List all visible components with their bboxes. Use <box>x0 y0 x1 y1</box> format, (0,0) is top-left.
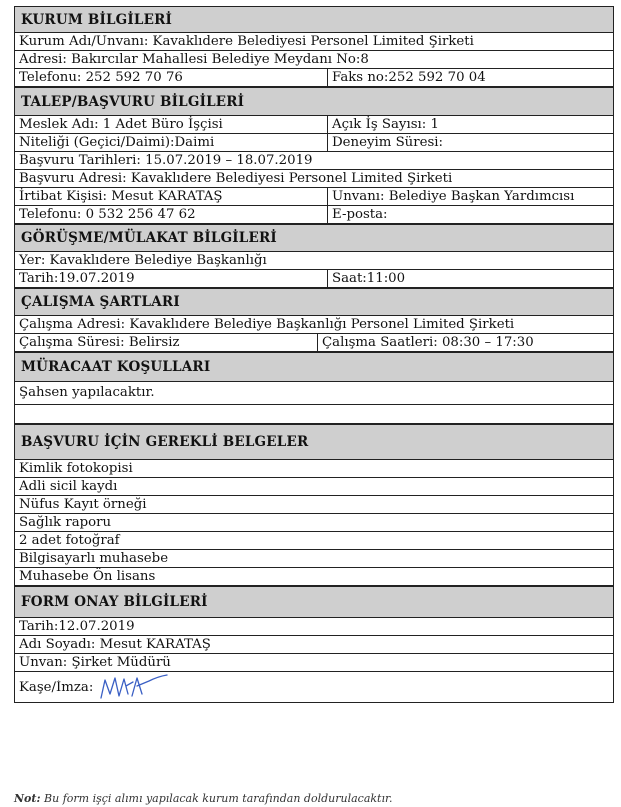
section-header-belgeler <box>15 424 613 460</box>
section-title: BAŞVURU İÇİN GEREKLİ BELGELER <box>21 434 309 450</box>
form-row <box>15 206 613 224</box>
kurum-telefon: Telefonu: 252 592 70 76 <box>15 69 328 86</box>
belge-item: Kimlik fotokopisi <box>19 461 133 476</box>
list-item <box>15 478 613 496</box>
onay-adi-soyadi: Adı Soyadı: Mesut KARATAŞ <box>19 637 211 652</box>
form-row <box>15 334 613 352</box>
kurum-faks: Faks no:252 592 70 04 <box>332 70 486 85</box>
section-header-talep <box>15 87 613 116</box>
section-title: TALEP/BAŞVURU BİLGİLERİ <box>21 93 245 110</box>
belge-item: Muhasebe Ön lisans <box>19 569 156 584</box>
form-row <box>15 252 613 270</box>
empty-row <box>15 405 613 424</box>
form-row <box>15 382 613 405</box>
irtibat-kisisi: İrtibat Kişisi: Mesut KARATAŞ <box>15 188 328 205</box>
calisma-suresi: Çalışma Süresi: Belirsiz <box>15 334 318 351</box>
belge-item: Bilgisayarlı muhasebe <box>19 551 169 566</box>
gorusme-tarihi: Tarih:19.07.2019 <box>15 270 328 287</box>
section-header-gorusme <box>15 224 613 252</box>
form-row <box>15 51 613 69</box>
basvuru-adresi: Başvuru Adresi: Kavaklıdere Belediyesi Personel Limited Şirketi <box>19 171 453 186</box>
note-text: Bu form işçi alımı yapılacak kurum tarafından doldurulacaktır. <box>44 792 393 805</box>
list-item <box>15 460 613 478</box>
form-row <box>15 636 613 654</box>
list-item <box>15 496 613 514</box>
form-row <box>15 654 613 672</box>
signature-icon <box>97 672 169 702</box>
belge-item: Adli sicil kaydı <box>19 479 118 494</box>
belge-item: Nüfus Kayıt örneği <box>19 497 147 512</box>
form-row <box>15 69 613 87</box>
basvuru-tarihleri: Başvuru Tarihleri: 15.07.2019 – 18.07.2019 <box>19 153 313 168</box>
section-title: MÜRACAAT KOŞULLARI <box>21 359 211 375</box>
irtibat-unvani: Unvanı: Belediye Başkan Yardımcısı <box>332 189 575 204</box>
deneyim-suresi: Deneyim Süresi: <box>332 135 444 150</box>
section-title: ÇALIŞMA ŞARTLARI <box>21 294 180 310</box>
kase-imza-label: Kaşe/İmza: <box>19 679 94 695</box>
form-row <box>15 152 613 170</box>
section-header-muracaat <box>15 352 613 382</box>
section-header-onay <box>15 586 613 618</box>
section-title: FORM ONAY BİLGİLERİ <box>21 594 208 610</box>
onay-unvan: Unvan: Şirket Müdürü <box>19 655 171 670</box>
section-title: KURUM BİLGİLERİ <box>21 11 173 28</box>
section-header-calisma <box>15 288 613 316</box>
form-row <box>15 116 613 134</box>
calisma-adresi: Çalışma Adresi: Kavaklıdere Belediye Başkanlığı Personel Limited Şirketi <box>19 317 515 332</box>
acik-is-sayisi: Açık İş Sayısı: 1 <box>332 117 439 132</box>
form-row <box>15 170 613 188</box>
form-row <box>15 270 613 288</box>
form-row <box>15 316 613 334</box>
form-row <box>15 134 613 152</box>
form-row <box>15 188 613 206</box>
belge-item: Sağlık raporu <box>19 515 112 530</box>
gorusme-yeri: Yer: Kavaklıdere Belediye Başkanlığı <box>19 253 267 268</box>
section-header-kurum <box>15 6 613 33</box>
list-item <box>15 568 613 586</box>
list-item <box>15 532 613 550</box>
belge-item: 2 adet fotoğraf <box>19 533 120 548</box>
calisma-saatleri: Çalışma Saatleri: 08:30 – 17:30 <box>322 335 534 350</box>
form-row <box>15 618 613 636</box>
niteligi: Niteliği (Geçici/Daimi):Daimi <box>15 134 328 151</box>
muracaat-kosulu: Şahsen yapılacaktır. <box>19 385 155 400</box>
list-item <box>15 514 613 532</box>
kurum-adres: Adresi: Bakırcılar Mahallesi Belediye Meydanı No:8 <box>19 52 369 67</box>
meslek-adi: Meslek Adı: 1 Adet Büro İşçisi <box>15 116 328 133</box>
onay-tarihi: Tarih:12.07.2019 <box>19 619 135 634</box>
section-title: GÖRÜŞME/MÜLAKAT BİLGİLERİ <box>21 230 277 246</box>
irtibat-telefon: Telefonu: 0 532 256 47 62 <box>15 206 328 223</box>
irtibat-eposta: E-posta: <box>332 207 388 222</box>
list-item <box>15 550 613 568</box>
footer-note <box>14 792 393 805</box>
gorusme-saati: Saat:11:00 <box>332 271 406 286</box>
form-row <box>15 33 613 51</box>
note-label: Not: <box>14 792 41 805</box>
application-form <box>14 6 614 703</box>
signature-row <box>15 672 613 703</box>
kurum-adi: Kurum Adı/Unvanı: Kavaklıdere Belediyesi Personel Limited Şirketi <box>19 34 474 49</box>
